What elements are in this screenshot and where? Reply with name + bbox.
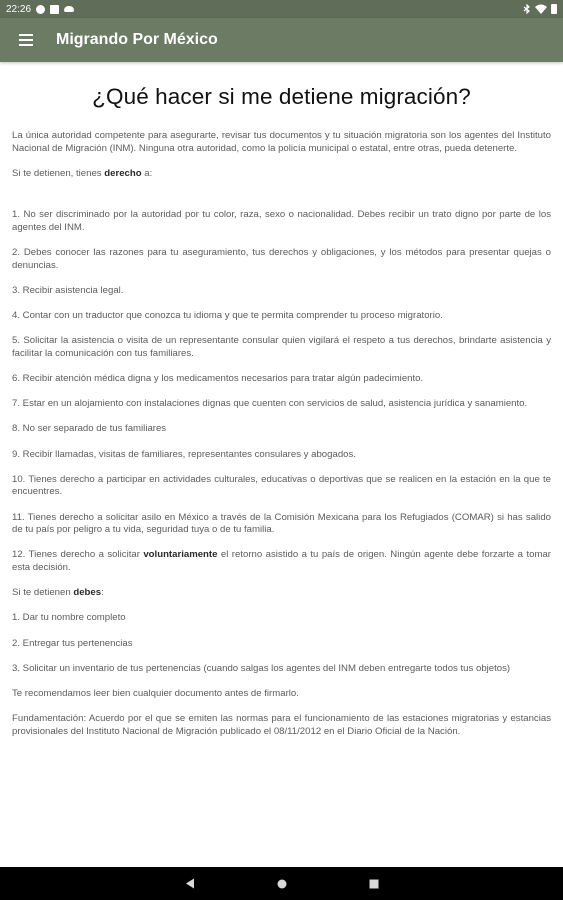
right-item: 6. Recibir atención médica digna y los medicamentos necesarios para tratar algún padecimiento.: [12, 373, 424, 385]
right-item: 1. No ser discriminado por la autoridad por tu color, raza, sexo o nacionalidad. Debes recibir un trato digno por parte de los agentes del INM.: [12, 209, 551, 233]
bluetooth-icon: [523, 4, 531, 14]
duty-item: 2. Entregar tus pertenencias: [12, 637, 133, 649]
right-item: 7. Estar en un alojamiento con instalaciones dignas que cuenten con servicios de salud, asistencia jurídica y sanamiento.: [12, 398, 528, 410]
recents-square-icon: [369, 879, 379, 889]
notification-cloud-icon: [64, 6, 74, 12]
duties-list: [12, 612, 551, 675]
content-scroll-area[interactable]: [0, 62, 563, 867]
hamburger-menu-icon: [19, 34, 33, 46]
back-triangle-icon: [185, 878, 195, 889]
rights-prefix: Si te detienen, tienes: [12, 167, 105, 179]
menu-button[interactable]: [0, 18, 52, 62]
battery-icon: [551, 4, 557, 14]
status-left: [6, 4, 74, 15]
duties-bold: debes: [73, 587, 102, 599]
right12-prefix: 12. Tienes derecho a solicitar: [12, 549, 144, 561]
wifi-icon: [535, 4, 547, 14]
status-right: [523, 4, 557, 14]
home-circle-icon: [277, 879, 287, 889]
right-item: 11. Tienes derecho a solicitar asilo en México a través de la Comisión Mexicana para los Refugiados (COMAR) si has salido de tu país por peligro a tu vida, seguridad tuya o de tu familia.: [12, 511, 551, 536]
duty-item: 3. Solicitar un inventario de tus pertenencias (cuando salgas los agentes del INM deben entregarte todos tus objetos): [12, 662, 511, 674]
recents-button[interactable]: [364, 874, 384, 894]
rights-heading: [12, 168, 551, 181]
rights-list: [12, 209, 551, 574]
duties-prefix: Si te detienen: [12, 587, 74, 599]
intro-paragraph: La única autoridad competente para asegurarte, revisar tus documentos y tu situación migratoria son los agentes del Instituto Nacional de Migración (INM). Ninguna otra autoridad, como la policía municipal o estatal, entre otras, pueda detenerte.: [12, 130, 551, 154]
rights-suffix: a:: [141, 167, 153, 179]
duties-heading: [12, 587, 551, 600]
app-title: Migrando Por México: [56, 31, 218, 48]
foundation-paragraph: Fundamentación: Acuerdo por el que se emiten las normas para el funcionamiento de las estaciones migratorias y estancias provisionales del Instituto Nacional de Migración publicado el 08/11/2012 en el Diario Oficial de la Nación.: [12, 713, 551, 737]
right-item: 10. Tienes derecho a participar en actividades culturales, educativas o deportivas que se realicen en la estación en la que te encuentres.: [12, 473, 551, 498]
right-item: 2. Debes conocer las razones para tu aseguramiento, tus derechos y obligaciones, y los métodos para presentar quejas o denuncias.: [12, 247, 551, 271]
recommendation-paragraph: Te recomendamos leer bien cualquier documento antes de firmarlo.: [12, 687, 299, 699]
right-item-12: [12, 549, 551, 574]
notification-alert-icon: [36, 5, 45, 14]
home-button[interactable]: [272, 874, 292, 894]
right-item: 4. Contar con un traductor que conozca tu idioma y que te permita comprender tu proceso migratorio.: [12, 310, 443, 322]
status-bar: [0, 0, 563, 18]
right-item: 3. Recibir asistencia legal.: [12, 284, 124, 296]
right12-bold: voluntariamente: [143, 549, 218, 561]
right-item: 5. Solicitar la asistencia o visita de un representante consular quien vigilará el respeto a tus derechos, brindarte asistencia y facilitar la comunicación con tus familiares.: [12, 335, 551, 359]
rights-bold: derecho: [104, 167, 142, 179]
notification-image-icon: [50, 5, 59, 14]
page-title: ¿Qué hacer si me detiene migración?: [92, 84, 471, 109]
right12-suffix: el retorno asistido a tu país de origen. Ningún agente debe forzarte a tomar esta decisión.: [12, 549, 551, 573]
system-nav-bar: [0, 867, 563, 900]
duty-item: 1. Dar tu nombre completo: [12, 612, 126, 624]
app-bar: [0, 18, 563, 62]
right-item: 9. Recibir llamadas, visitas de familiares, representantes consulares y abogados.: [12, 448, 356, 460]
duties-suffix: :: [101, 587, 104, 599]
status-time: 22:26: [6, 3, 32, 15]
right-item: 8. No ser separado de tus familiares: [12, 423, 167, 435]
back-button[interactable]: [180, 874, 200, 894]
